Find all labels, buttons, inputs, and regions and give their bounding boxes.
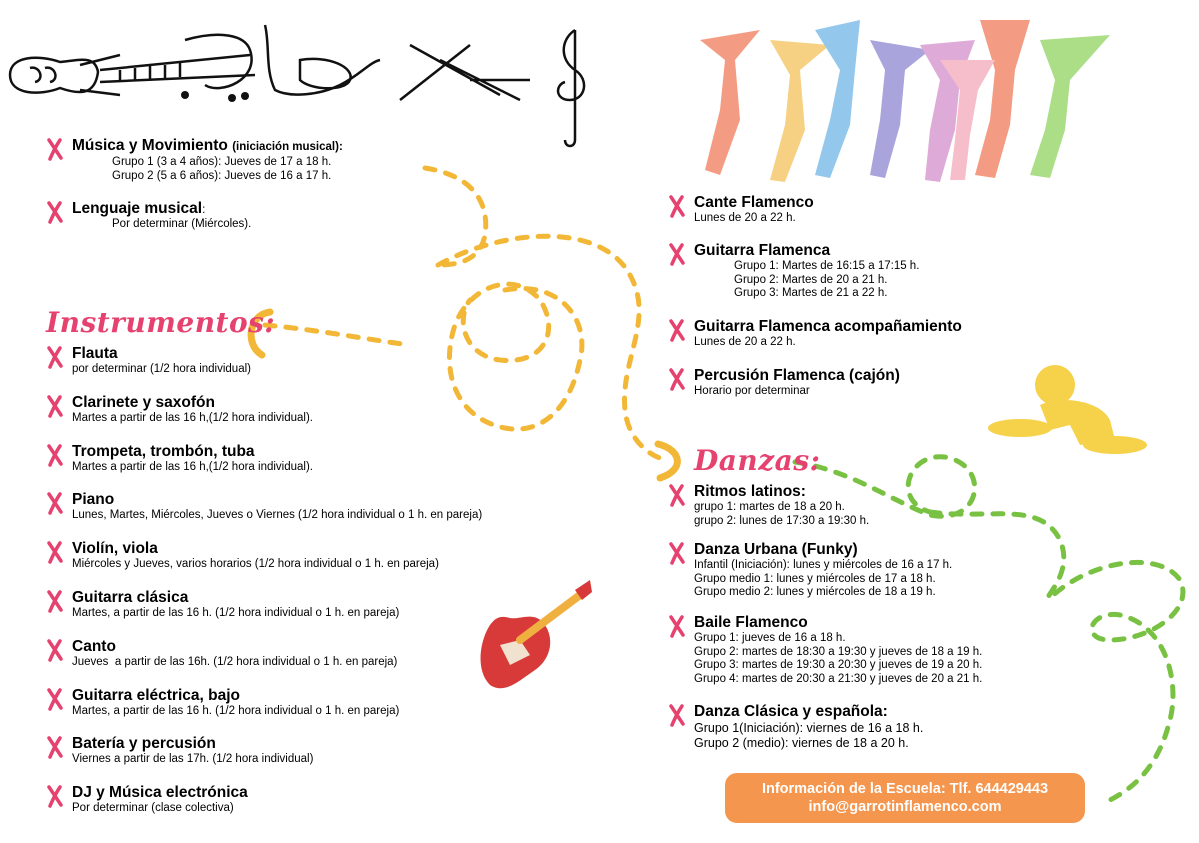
- schedule-line: Martes, a partir de las 16 h. (1/2 hora individual o 1 h. en pareja): [72, 705, 400, 717]
- x-bullet-icon: [46, 589, 64, 613]
- course-title: Guitarra clásica: [72, 589, 189, 606]
- info-email[interactable]: info@garrotinflamenco.com: [808, 799, 1002, 815]
- schedule-line: Grupo 3: martes de 19:30 a 20:30 y jueves de 19 a 20 h.: [694, 659, 983, 671]
- x-bullet-icon: [668, 703, 686, 727]
- x-bullet-icon: [668, 367, 686, 391]
- electric-guitar-illustration: [481, 580, 592, 688]
- schedule-line: grupo 1: martes de 18 a 20 h.: [694, 501, 845, 513]
- schedule-line: Viernes a partir de las 17h. (1/2 hora individual): [72, 753, 314, 765]
- course-title: Trompeta, trombón, tuba: [72, 443, 255, 460]
- dances-heading: Danzas:: [694, 444, 821, 477]
- x-bullet-icon: [668, 541, 686, 565]
- course-title: Cante Flamenco: [694, 194, 814, 211]
- yellow-hook-right: [658, 444, 677, 478]
- schedule-line: Horario por determinar: [694, 385, 810, 397]
- music-notes: [181, 91, 249, 102]
- course-title: Batería y percusión: [72, 735, 216, 752]
- instruments-banner: [10, 25, 584, 146]
- schedule-line: Grupo 1: Martes de 16:15 a 17:15 h.: [734, 260, 920, 272]
- school-info-box: [725, 773, 1085, 823]
- course-title: Flauta: [72, 345, 118, 362]
- schedule-line: Lunes de 20 a 22 h.: [694, 336, 796, 348]
- yellow-dashed-path: [265, 168, 660, 458]
- schedule-line: Grupo 1: jueves de 16 a 18 h.: [694, 632, 846, 644]
- course-title: Guitarra Flamenca acompañamiento: [694, 318, 962, 335]
- x-bullet-icon: [46, 491, 64, 515]
- x-bullet-icon: [46, 687, 64, 711]
- schedule-line: Grupo medio 2: lunes y miércoles de 18 a 19 h.: [694, 586, 936, 598]
- schedule-line: Martes a partir de las 16 h,(1/2 hora individual).: [72, 412, 313, 424]
- schedule-line: Grupo 2 (5 a 6 años): Jueves de 16 a 17 h.: [112, 169, 332, 182]
- schedule-line: Martes, a partir de las 16 h. (1/2 hora individual o 1 h. en pareja): [72, 607, 400, 619]
- course-title: Percusión Flamenca (cajón): [694, 367, 900, 384]
- course-title: Baile Flamenco: [694, 614, 808, 631]
- schedule-line: por determinar (1/2 hora individual): [72, 363, 251, 375]
- x-bullet-icon: [668, 318, 686, 342]
- course-note: (iniciación musical):: [232, 141, 343, 153]
- x-bullet-icon: [46, 345, 64, 369]
- course-note: :: [202, 204, 206, 216]
- x-bullet-icon: [668, 483, 686, 507]
- x-bullet-icon: [668, 242, 686, 266]
- instruments-heading: Instrumentos:: [46, 306, 276, 339]
- schedule-line: Grupo 4: martes de 20:30 a 21:30 y jueves de 20 a 21 h.: [694, 672, 983, 685]
- schedule-line: Lunes, Martes, Miércoles, Jueves o Viernes (1/2 hora individual o 1 h. en pareja): [72, 509, 483, 521]
- dancers-silhouettes: [700, 20, 1110, 182]
- course-title: Guitarra Flamenca: [694, 242, 831, 259]
- schedule-line: Lunes de 20 a 22 h.: [694, 212, 796, 224]
- schedule-line: Miércoles y Jueves, varios horarios (1/2 hora individual o 1 h. en pareja): [72, 558, 439, 570]
- schedule-line: Grupo 2: martes de 18:30 a 19:30 y jueves de 18 a 19 h.: [694, 645, 983, 658]
- course-title: Lenguaje musical: [72, 200, 203, 217]
- course-title: Danza Clásica y española:: [694, 703, 888, 720]
- x-bullet-icon: [668, 614, 686, 638]
- schedule-line: Martes a partir de las 16 h,(1/2 hora individual).: [72, 461, 313, 473]
- x-bullet-icon: [668, 194, 686, 218]
- schedule-line: Grupo 1 (3 a 4 años): Jueves de 17 a 18 h.: [112, 156, 332, 168]
- schedule-line: Grupo 3: Martes de 21 a 22 h.: [734, 287, 888, 299]
- course-title: Piano: [72, 491, 115, 508]
- course-title: Ritmos latinos:: [694, 483, 806, 500]
- info-phone: Información de la Escuela: Tlf. 644429443: [761, 781, 1049, 797]
- x-bullet-icon: [46, 137, 64, 161]
- schedule-line: Infantil (Iniciación): lunes y miércoles de 16 a 17 h.: [694, 559, 953, 571]
- course-title: Música y Movimiento: [72, 137, 228, 154]
- schedule-line: Por determinar (clase colectiva): [72, 802, 234, 814]
- schedule-line: grupo 2: lunes de 17:30 a 19:30 h.: [694, 514, 870, 527]
- schedule-line: Grupo medio 1: lunes y miércoles de 17 a 18 h.: [694, 572, 936, 585]
- x-bullet-icon: [46, 735, 64, 759]
- dj-illustration: [988, 365, 1147, 454]
- schedule-line: Jueves a partir de las 16h. (1/2 hora individual o 1 h. en pareja): [72, 656, 398, 668]
- x-bullet-icon: [46, 394, 64, 418]
- schedule-line: Por determinar (Miércoles).: [112, 218, 252, 230]
- course-title: Violín, viola: [72, 540, 158, 557]
- course-title: Canto: [72, 638, 116, 655]
- schedule-line: Grupo 2 (medio): viernes de 18 a 20 h.: [694, 735, 909, 750]
- x-bullet-icon: [46, 784, 64, 808]
- course-title: Danza Urbana (Funky): [694, 541, 858, 558]
- course-title: Guitarra eléctrica, bajo: [72, 687, 240, 704]
- x-bullet-icon: [46, 540, 64, 564]
- schedule-line: Grupo 1(Iniciación): viernes de 16 a 18 h.: [694, 721, 924, 735]
- x-bullet-icon: [46, 443, 64, 467]
- x-bullet-icon: [46, 638, 64, 662]
- x-bullet-icon: [46, 200, 64, 224]
- schedule-line: Grupo 2: Martes de 20 a 21 h.: [734, 273, 888, 286]
- course-title: DJ y Música electrónica: [72, 784, 248, 801]
- course-title: Clarinete y saxofón: [72, 394, 215, 411]
